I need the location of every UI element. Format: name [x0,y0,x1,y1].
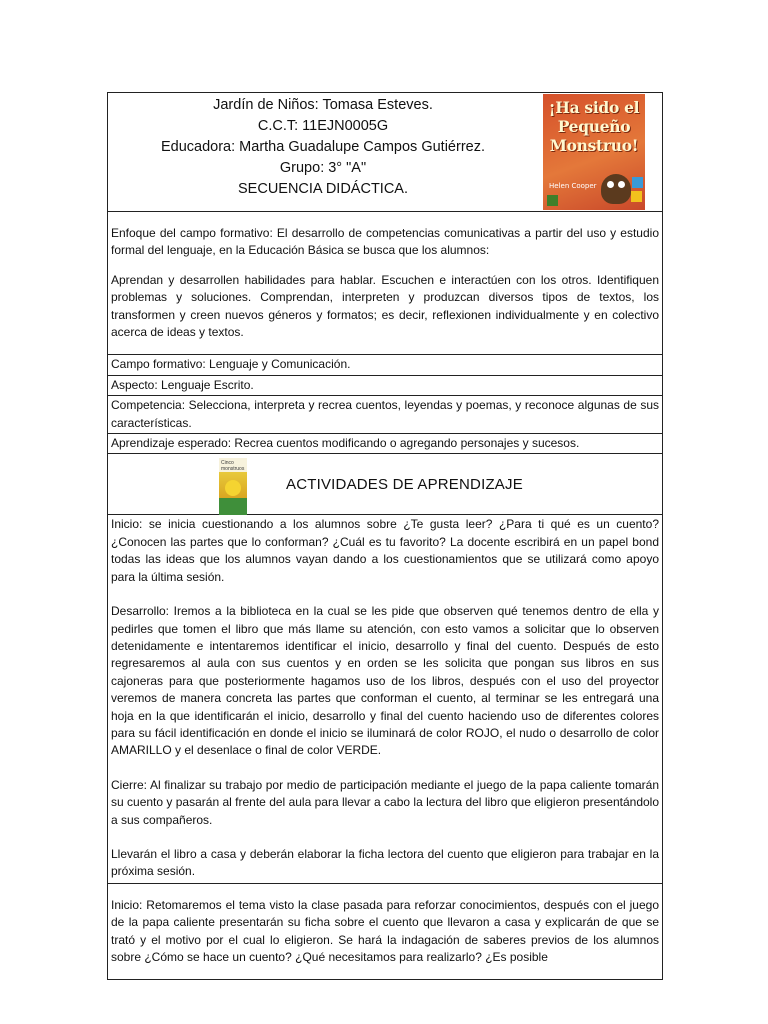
header-cell [108,93,663,212]
paragraph-gap [111,829,659,846]
small-book-cover-image [219,458,247,515]
aprendizaje-row [108,434,663,454]
paragraph-gap [111,586,659,603]
cierre-paragraph: Cierre: Al finalizar su trabajo por medio de participación mediante el juego de la papa caliente tomarán su cuento y pasarán al frente del aula para llevar a cabo la lectura del libro que eligieron presentándolo a sus compañeros. [111,777,659,827]
grupo: Grupo: 3° "A" [279,160,367,176]
cct-code: C.C.T: 11EJN0005G [257,118,389,134]
header-text [108,95,538,200]
inicio-session2-paragraph: Inicio: Retomaremos el tema visto la clase pasada para reforzar conocimientos, después con el juego de la papa caliente presentarán su ficha sobre el cuento que llevaron a casa y explicarán de que se trató y el motivo por el cual lo eligieron. Se hará la indagación de saberes previos de los alumnos sobre ¿Cómo se hace un cuento? ¿Qué necesitamos para realizarlo? ¿Es posible [111,897,659,964]
inicio-paragraph: Inicio: se inicia cuestionando a los alumnos sobre ¿Te gusta leer? ¿Para ti qué es un cuento? ¿Conocen las partes que lo conforman? ¿Cuál es tu favorito? La docente escribirá en un papel bond todas las ideas que los alumnos vayan dando a los cuestionamientos que se utilizará como apoyo para la última sesión. [111,517,659,584]
aprendizaje-cell: Aprendizaje esperado: Recrea cuentos modificando o agregando personajes y sucesos. [108,434,663,454]
activities-body-row [108,515,663,883]
desarrollo-paragraph: Desarrollo: Iremos a la biblioteca en la cual se les pide que observen qué tenemos dentro de ella y pedirles que tomen el libro que más llame su atención, con esto vamos a solicitar que lo observen detenidamente e intentaremos identificar el inicio, desarrollo y final del cuento. Después de esto regresaremos al aula con sus cuentos y en orden se les solicita que pongan sus libros en sus cajoneras para que posteriormente hagamos uso de los libros, después con el uso del proyector veremos de manera concreta las partes que conforman el cuento, al terminar se les entregará una hoja en la que identificarán el inicio, desarrollo y final del cuento haciendo uso de diferentes colores para su fácil identificación en donde el inicio se iluminará de color ROJO, el nudo o desarrollo de color AMARILLO y el desenlace o final de color VERDE. [111,604,659,758]
sequence-title: SECUENCIA DIDÁCTICA. [238,181,408,197]
enfoque-intro: Enfoque del campo formativo: El desarrollo de competencias comunicativas a partir del uso y estudio formal del lenguaje, en la Educación Básica se busca que los alumnos: [111,226,659,258]
monster-illustration [601,174,631,204]
toy-block-yellow [631,191,642,202]
toy-block-green [547,195,558,206]
aspecto-row [108,375,663,395]
activities-header-row [108,454,663,515]
enfoque-row [108,212,663,355]
campo-cell: Campo formativo: Lenguaje y Comunicación. [108,355,663,375]
document-page [107,92,663,980]
monster-eye-left [607,181,614,188]
paragraph-gap [111,760,659,777]
toy-block-blue [632,177,643,188]
paragraph-gap [111,881,659,882]
book-cover-image [543,94,645,210]
educadora-name: Educadora: Martha Guadalupe Campos Gutiérrez. [160,139,485,155]
activities-body-cell [108,515,663,883]
small-book-illustration [225,480,241,496]
campo-row [108,355,663,375]
small-book-cover-text: Cinco monstruos [221,460,245,473]
school-name: Jardín de Niños: Tomasa Esteves. [213,97,433,113]
book-cover-title: ¡Ha sido el Pequeño Monstruo! [548,98,640,155]
session2-row [108,883,663,980]
enfoque-list: Aprendan y desarrollen habilidades para hablar. Escuchen e interactúen con los otros. Identifiquen problemas y soluciones. Comprendan, interpreten y produzcan diversos tipos de textos, los transformen y creen nuevos géneros y formatos; es decir, reflexionen individualmente y en colectivo acerca de ideas y textos. [111,272,659,340]
aspecto-cell: Aspecto: Lenguaje Escrito. [108,375,663,395]
book-cover-author: Helen Cooper [549,182,597,190]
activities-header-cell [108,454,663,515]
competencia-row [108,396,663,434]
session2-cell [108,883,663,980]
monster-eye-right [618,181,625,188]
competencia-cell: Competencia: Selecciona, interpreta y recrea cuentos, leyendas y poemas, y reconoce algunas de sus características. [108,396,663,434]
enfoque-cell [108,212,663,355]
header-row [108,93,663,212]
sequence-table [107,92,663,980]
activities-title: ACTIVIDADES DE APRENDIZAJE [286,476,523,494]
tarea-paragraph: Llevarán el libro a casa y deberán elaborar la ficha lectora del cuento que eligieron para trabajar en la próxima sesión. [111,846,659,879]
